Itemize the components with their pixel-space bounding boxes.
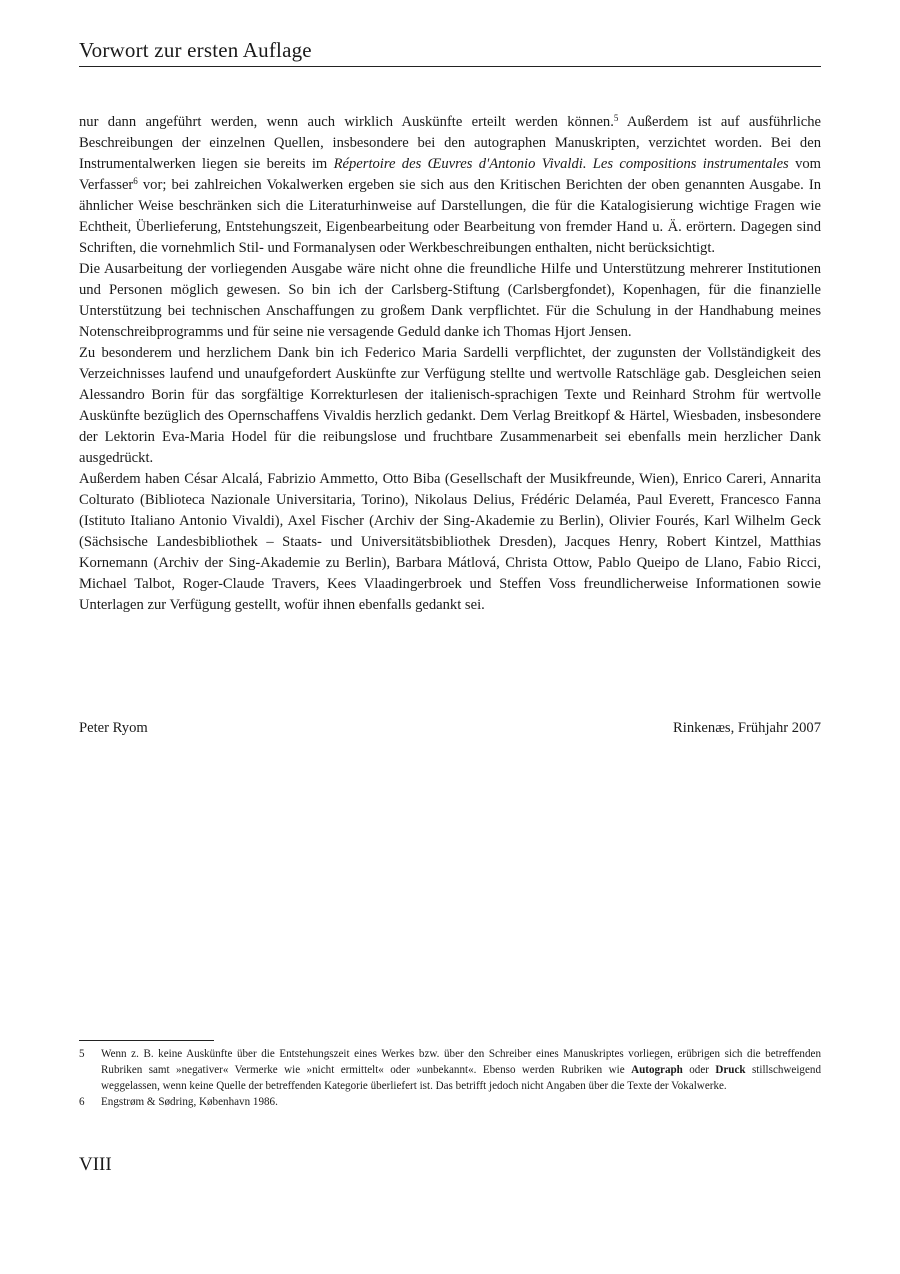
paragraph: nur dann angeführt werden, wenn auch wirklich Auskünfte erteilt werden können.$^5$ Außerdem ist auf ausführliche Beschreibungen der einzelnen Quellen, insbesondere bei den autographen Manuskripten, verzichtet worden. Bei den Instrumentalwerken liegen sie bereits im Répertoire des Œuvres d'Antonio Vivaldi. Les compositions instrumentales vom Verfasser$^6$ vor; bei zahlreichen Vokalwerken ergeben sie sich aus den Kritischen Berichten der oben genannten Ausgabe. In ähnlicher Weise beschränken sich die Literaturhinweise auf Darstellungen, die für die Katalogisierung wichtige Fragen wie Echtheit, Überlieferung, Entstehungszeit, Eigenbearbeitung oder Bearbeitung von fremder Hand u. Ä. erörtern. Dagegen sind Schriften, die vornehmlich Stil- und Formanalysen oder Werkbeschreibungen enthalten, nicht berücksichtigt. [79, 113, 822, 256]
header-rule [79, 66, 821, 67]
footnote-text: Wenn z. B. keine Auskünfte über die Entstehungszeit eines Werkes bzw. über den Schreiber eines Manuskriptes vorliegen, erübrigen sich die betreffenden Rubriken samt »negativer« Vermerke wie »nicht ermittelt« oder »unbekannt«. Ebenso werden Rubriken wie Autograph oder Druck stillschweigend weggelassen, wenn keine Quelle der betreffenden Kategorie überliefert ist. Das betrifft jedoch nicht Angaben über die Texte der Vokalwerke. [101, 1048, 821, 1092]
footnote-6 [79, 1094, 821, 1110]
footnote-text: Engstrøm & Sødring, København 1986. [101, 1096, 278, 1108]
footnote-number: 5 [79, 1048, 85, 1060]
paragraph: Die Ausarbeitung der vorliegenden Ausgabe wäre nicht ohne die freundliche Hilfe und Unterstützung mehrerer Institutionen und Personen möglich gewesen. So bin ich der Carlsberg-Stiftung (Carlsbergfondet), Kopenhagen, für die finanzielle Unterstützung bei technischen Anschaffungen zu großem Dank verpflichtet. Für die Schulung in der Handhabung meines Notenschreibprogramms und für seine nie versagende Geduld danke ich Thomas Hjort Jensen. [79, 261, 821, 340]
footnote-5 [79, 1046, 821, 1094]
footnote-number: 6 [79, 1096, 85, 1108]
place-date: Rinkenæs, Frühjahr 2007 [673, 720, 821, 736]
footnote-rule [79, 1040, 214, 1041]
book-title: Répertoire des Œuvres d'Antonio Vivaldi. Les compositions instrumentales [333, 156, 789, 172]
author-name: Peter Ryom [79, 720, 148, 736]
footnote-ref-6[interactable]: 6 [133, 176, 138, 186]
footnote-ref-5[interactable]: 5 [613, 113, 619, 123]
signature-line [79, 718, 821, 739]
paragraph: Zu besonderem und herzlichem Dank bin ich Federico Maria Sardelli verpflichtet, der zugunsten der Vollständigkeit des Verzeichnisses laufend und unaufgefordert Auskünfte zur Verfügung stellte und wertvolle Ratschläge gab. Desgleichen seien Alessandro Borin für das sorgfältige Korrekturlesen der italienisch-sprachigen Texte und Reinhard Strohm für wertvolle Auskünfte bezüglich des Opernschaffens Vivaldis herzlich gedankt. Dem Verlag Breitkopf & Härtel, Wiesbaden, insbesondere der Lektorin Eva-Maria Hodel für die reibungslose und fruchtbare Zusammenarbeit sei ebenfalls mein herzlicher Dank ausgedrückt. [79, 345, 821, 466]
paragraph: Außerdem haben César Alcalá, Fabrizio Ammetto, Otto Biba (Gesellschaft der Musikfreunde, Wien), Enrico Careri, Annarita Colturato (Biblioteca Nazionale Universitaria, Torino), Nikolaus Delius, Frédéric Delaméa, Paul Everett, Francesco Fanna (Istituto Italiano Antonio Vivaldi), Axel Fischer (Archiv der Sing-Akademie zu Berlin), Olivier Fourés, Karl Wilhelm Geck (Sächsische Landesbibliothek – Staats- und Universitätsbibliothek Dresden), Jacques Henry, Robert Kintzel, Matthias Kornemann (Archiv der Sing-Akademie zu Berlin), Barbara Mátlová, Christa Ottow, Pablo Queipo de Llano, Fabio Ricci, Michael Talbot, Roger-Claude Travers, Kees Vlaadingerbroek und Steffen Voss freundlicherweise Informationen sowie Unterlagen zur Verfügung gestellt, wofür ihnen ebenfalls gedankt sei. [79, 471, 821, 613]
body-text [79, 112, 821, 616]
running-header: Vorwort zur ersten Auflage [79, 38, 312, 62]
page-number: VIII [79, 1154, 112, 1175]
footnotes [79, 1046, 821, 1110]
